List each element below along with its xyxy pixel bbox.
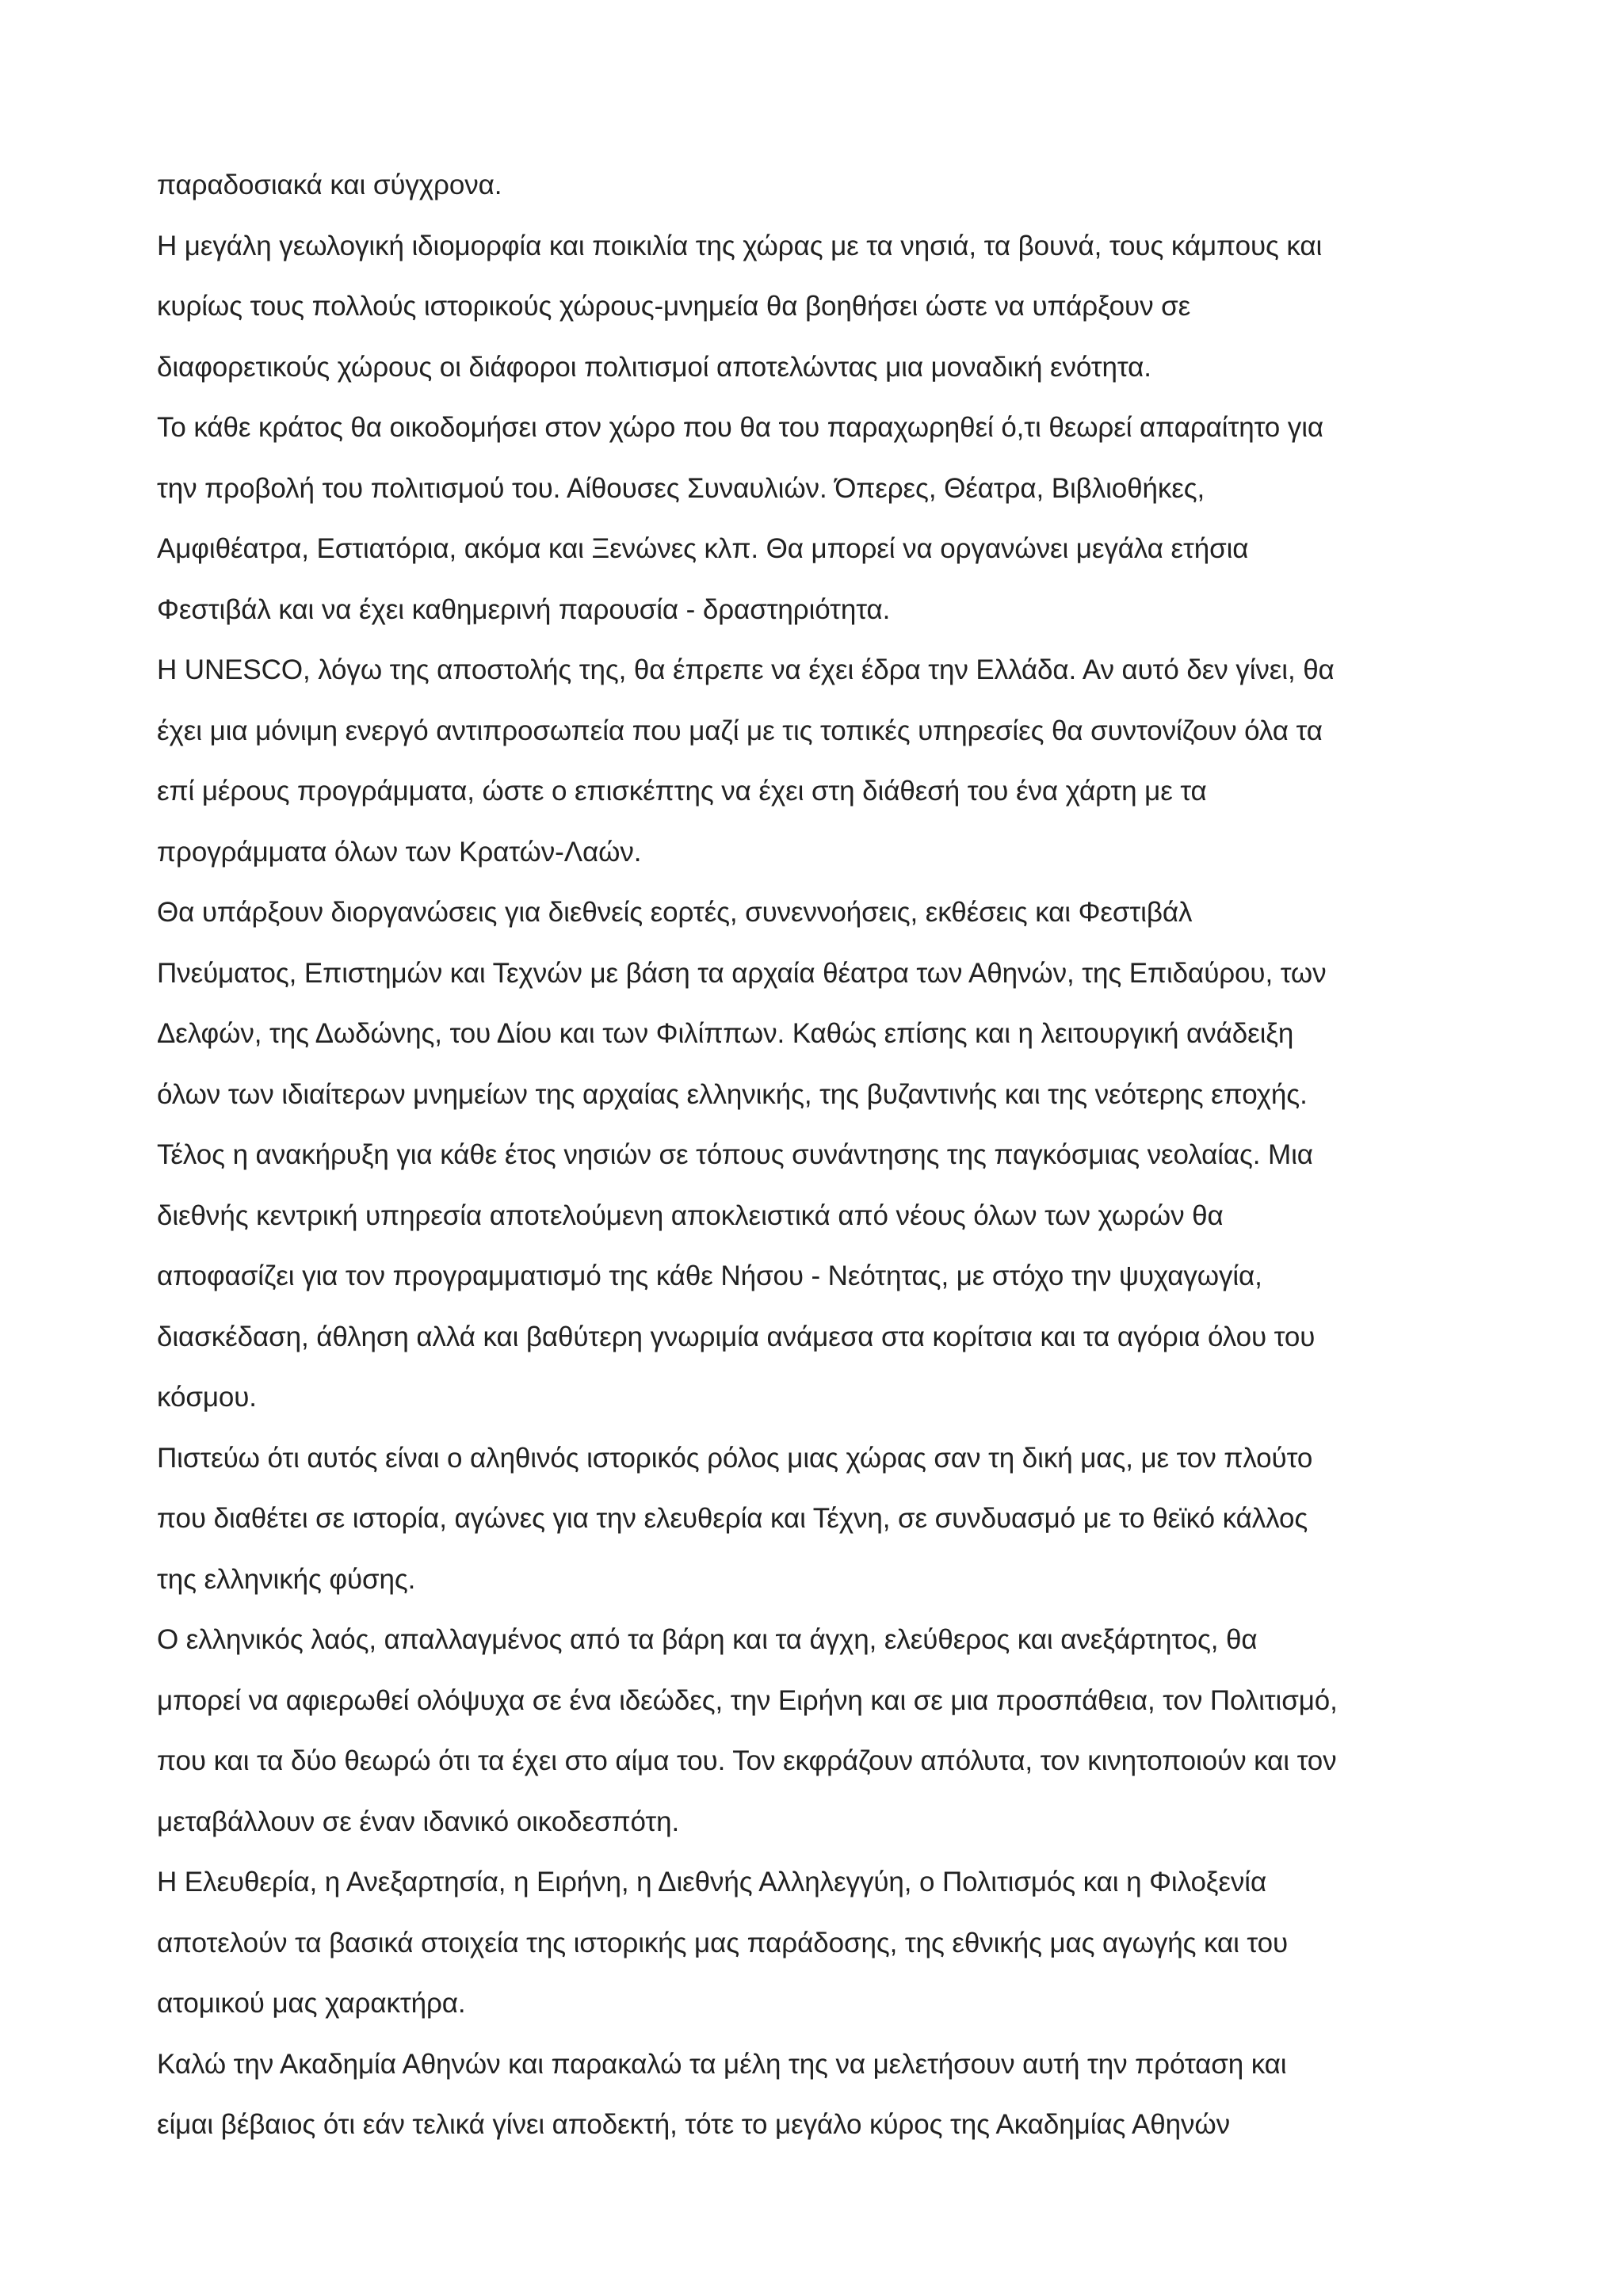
text-line: Δελφών, της Δωδώνης, του Δίου και των Φιλίππων. Καθώς επίσης και η λειτουργική ανάδειξη (157, 1018, 1294, 1049)
text-line: όλων των ιδιαίτερων μνημείων της αρχαίας ελληνικής, της βυζαντινής και της νεότερης εποχής. (157, 1078, 1308, 1110)
text-line: Θα υπάρξουν διοργανώσεις για διεθνείς εορτές, συνεννοήσεις, εκθέσεις και Φεστιβάλ (157, 897, 1193, 928)
text-line: έχει μια μόνιμη ενεργό αντιπροσωπεία που μαζί με τις τοπικές υπηρεσίες θα συντονίζουν όλα τα (157, 715, 1323, 746)
text-line: Η UNESCO, λόγω της αποστολής της, θα έπρεπε να έχει έδρα την Ελλάδα. Αν αυτό δεν γίνει, θα (157, 654, 1335, 685)
text-line: Πνεύματος, Επιστημών και Τεχνών με βάση τα αρχαία θέατρα των Αθηνών, της Επιδαύρου, των (157, 957, 1327, 989)
text-line: διαφορετικούς χώρους οι διάφοροι πολιτισμοί αποτελώντας μια μοναδική ενότητα. (157, 351, 1151, 383)
text-line: Φεστιβάλ και να έχει καθημερινή παρουσία - δραστηριότητα. (157, 593, 891, 625)
text-line: Η Ελευθερία, η Ανεξαρτησία, η Ειρήνη, η Διεθνής Αλληλεγγύη, ο Πολιτισμός και η Φιλοξενία (157, 1867, 1267, 1897)
text-line: παραδοσιακά και σύγχρονα. (157, 170, 502, 200)
text-line: Η μεγάλη γεωλογική ιδιομορφία και ποικιλία της χώρας με τα νησιά, τα βουνά, τους κάμπους και (157, 230, 1323, 261)
text-line: διεθνής κεντρική υπηρεσία αποτελούμενη αποκλειστικά από νέους όλων των χωρών θα (157, 1199, 1224, 1231)
text-line: κόσμου. (157, 1382, 257, 1413)
text-line: Καλώ την Ακαδημία Αθηνών και παρακαλώ τα μέλη της να μελετήσουν αυτή την πρόταση και (157, 2048, 1287, 2080)
text-line: μεταβάλλουν σε έναν ιδανικό οικοδεσπότη. (157, 1806, 680, 1837)
text-line: Τέλος η ανακήρυξη για κάθε έτος νησιών σε τόπους συνάντησης της παγκόσμιας νεολαίας. Μια (157, 1139, 1313, 1170)
text-line: μπορεί να αφιερωθεί ολόψυχα σε ένα ιδεώδες, την Ειρήνη και σε μια προσπάθεια, τον Πολιτισμό, (157, 1684, 1338, 1716)
text-line: κυρίως τους πολλούς ιστορικούς χώρους-μνημεία θα βοηθήσει ώστε να υπάρξουν σε (157, 291, 1191, 322)
text-line: είμαι βέβαιος ότι εάν τελικά γίνει αποδεκτή, τότε το μεγάλο κύρος της Ακαδημίας Αθηνών (157, 2109, 1230, 2140)
text-line: που και τα δύο θεωρώ ότι τα έχει στο αίμα του. Τον εκφράζουν απόλυτα, τον κινητοποιούν και τον (157, 1745, 1337, 1776)
document-body (157, 155, 1480, 2156)
text-line: αποφασίζει για τον προγραμματισμό της κάθε Νήσου - Νεότητας, με στόχο την ψυχαγωγία, (157, 1261, 1262, 1291)
text-line: Το κάθε κράτος θα οικοδομήσει στον χώρο που θα του παραχωρηθεί ό,τι θεωρεί απαραίτητο για (157, 412, 1324, 443)
text-line: την προβολή του πολιτισμού του. Αίθουσες Συναυλιών. Όπερες, Θέατρα, Βιβλιοθήκες, (157, 472, 1205, 504)
text-line: προγράμματα όλων των Κρατών-Λαών. (157, 836, 642, 868)
text-line: Πιστεύω ότι αυτός είναι ο αληθινός ιστορικός ρόλος μιας χώρας σαν τη δική μας, με τον πλούτο (157, 1442, 1313, 1474)
text-line: που διαθέτει σε ιστορία, αγώνες για την ελευθερία και Τέχνη, σε συνδυασμό με το θεϊκό κάλλος (157, 1503, 1308, 1534)
text-line: Ο ελληνικός λαός, απαλλαγμένος από τα βάρη και τα άγχη, ελεύθερος και ανεξάρτητος, θα (157, 1624, 1258, 1655)
text-line: της ελληνικής φύσης. (157, 1563, 416, 1595)
text-line: αποτελούν τα βασικά στοιχεία της ιστορικής μας παράδοσης, της εθνικής μας αγωγής και του (157, 1927, 1289, 1958)
text-line: επί μέρους προγράμματα, ώστε ο επισκέπτης να έχει στη διάθεσή του ένα χάρτη με τα (157, 776, 1207, 807)
text-line: διασκέδαση, άθληση αλλά και βαθύτερη γνωριμία ανάμεσα στα κορίτσια και τα αγόρια όλου του (157, 1321, 1316, 1352)
text-line: Αμφιθέατρα, Εστιατόρια, ακόμα και Ξενώνες κλπ. Θα μπορεί να οργανώνει μεγάλα ετήσια (157, 533, 1249, 564)
text-line: ατομικού μας χαρακτήρα. (157, 1988, 466, 2019)
